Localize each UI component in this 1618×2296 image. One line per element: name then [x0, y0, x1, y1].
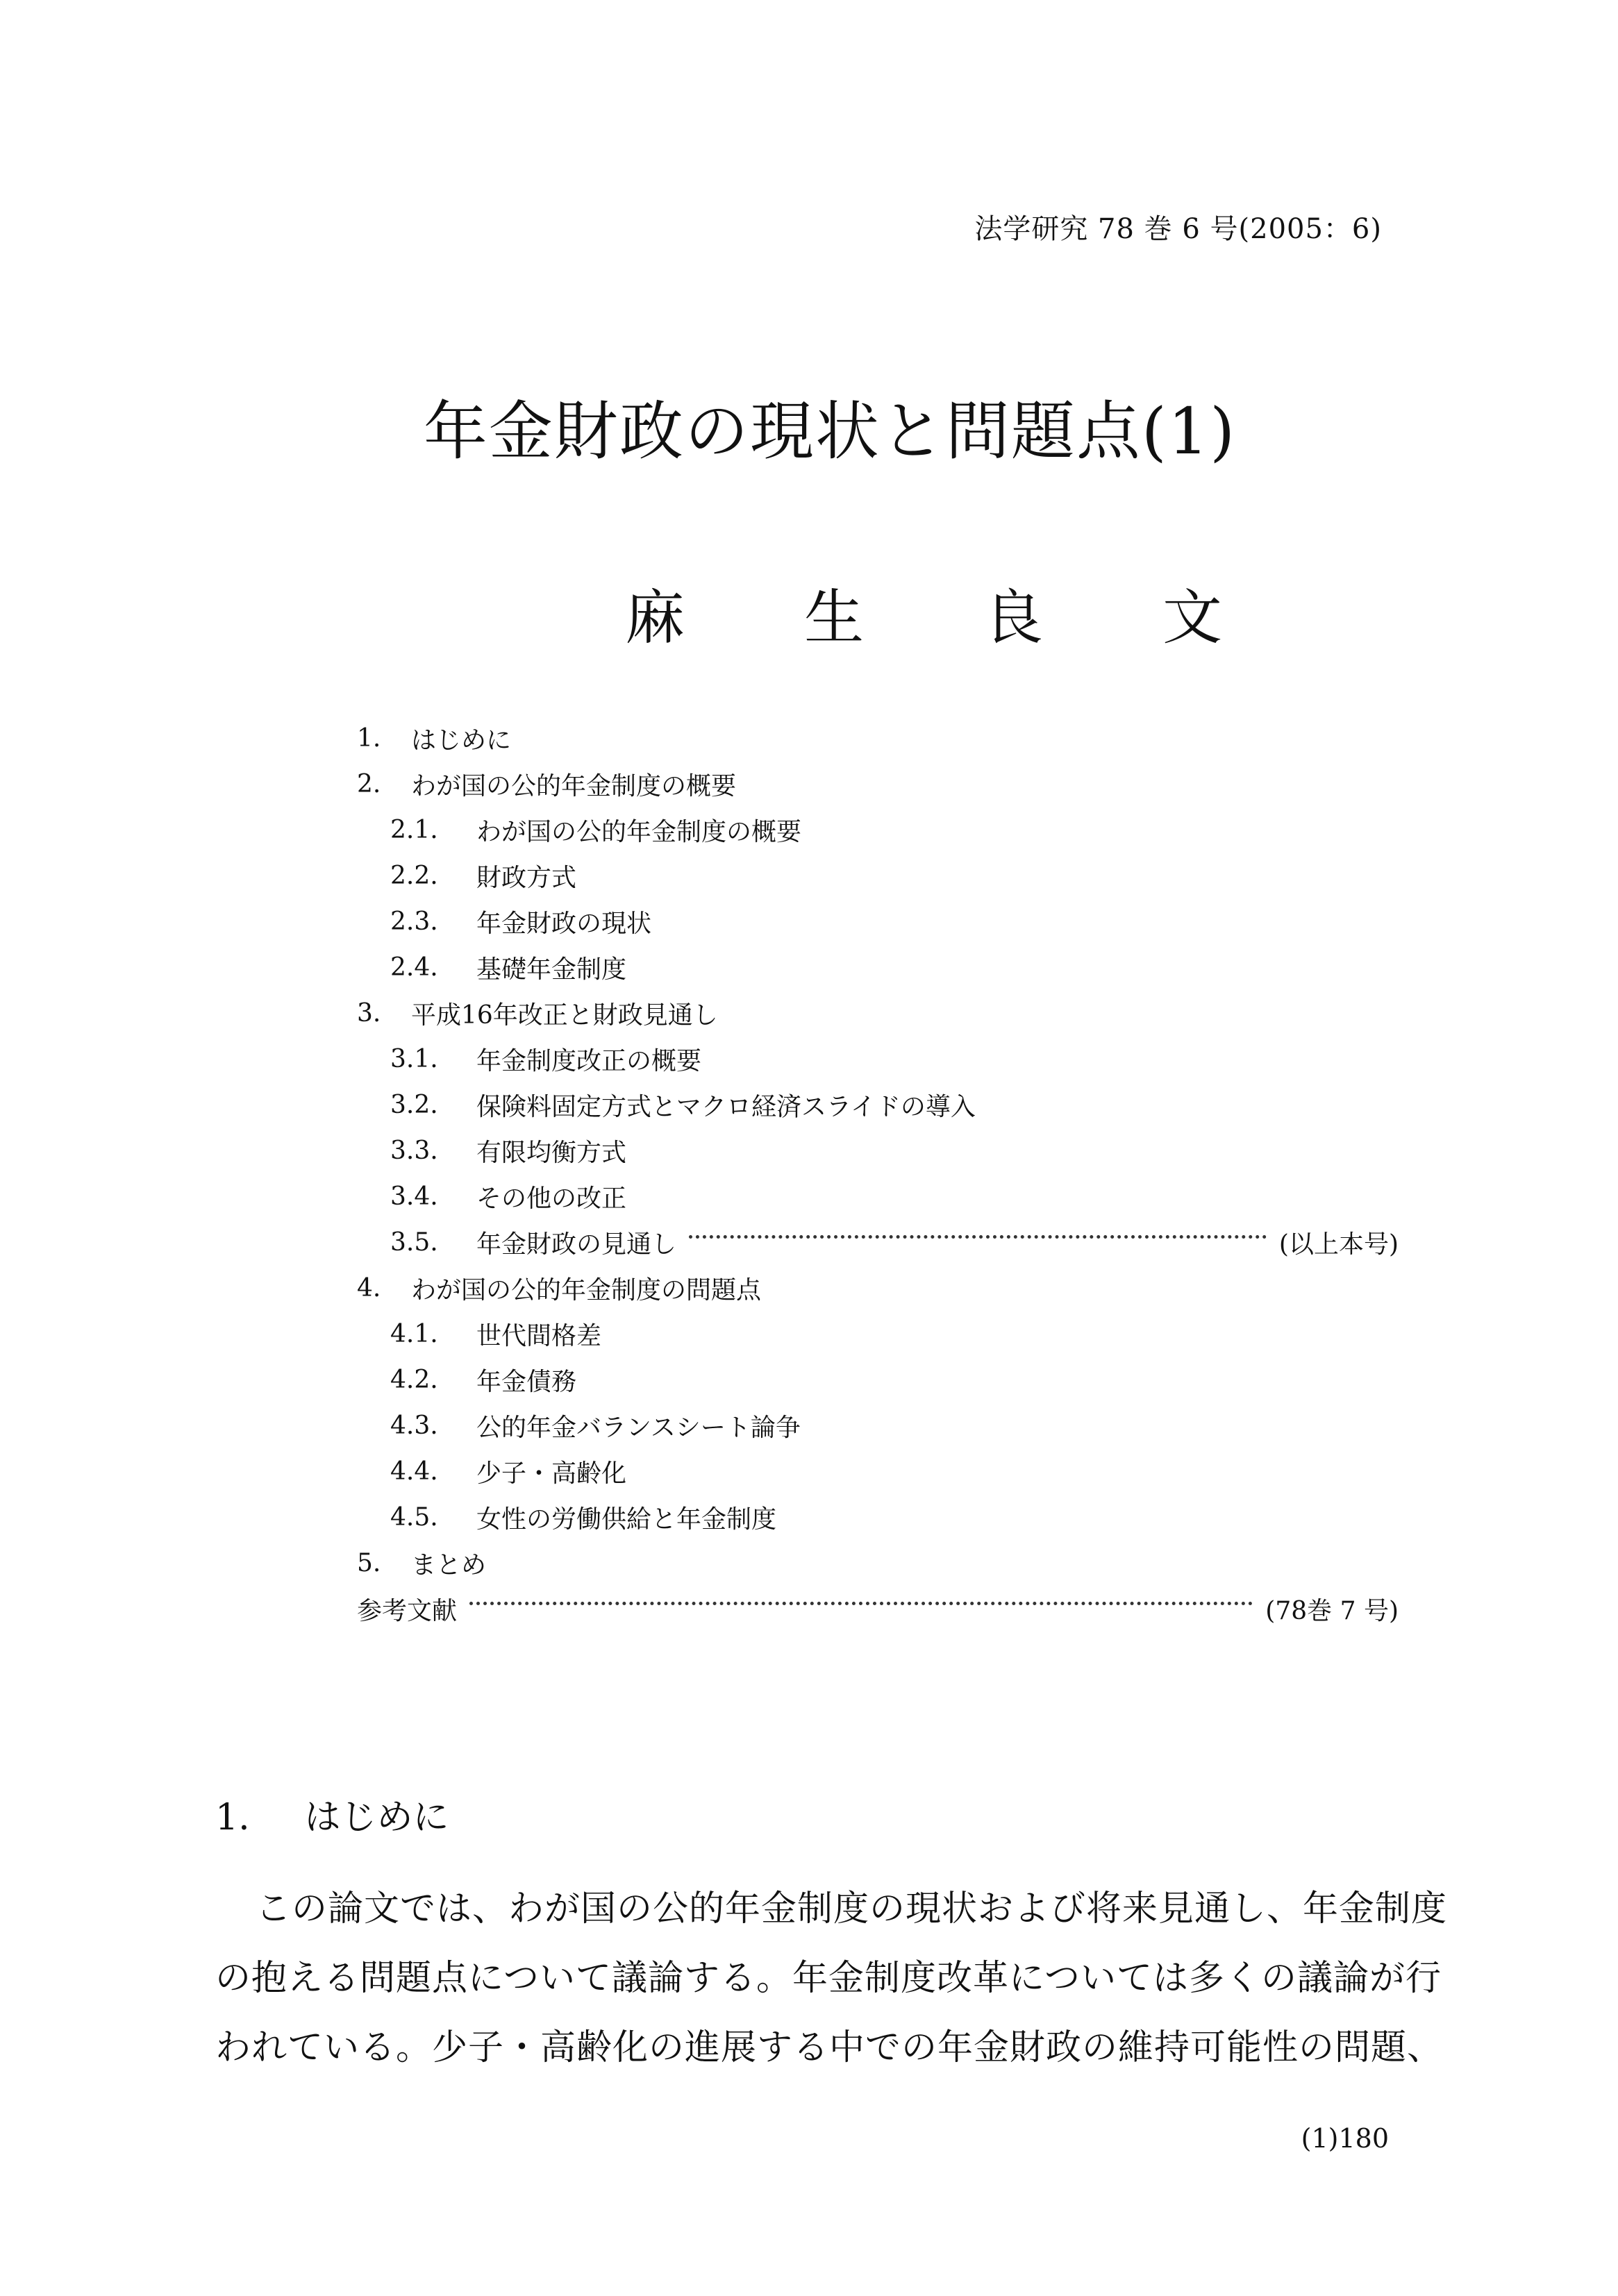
- toc-label: 平成16年改正と財政見通し: [411, 1000, 718, 1030]
- body-line: われている。少子・高齢化の進展する中での年金財政の維持可能性の問題、: [215, 2027, 1444, 2068]
- toc-number: 3.: [357, 998, 381, 1028]
- toc-label: その他の改正: [476, 1184, 627, 1213]
- toc-label: 財政方式: [476, 863, 577, 892]
- toc-number: 4.3.: [390, 1411, 438, 1440]
- toc-entry: [357, 1494, 1399, 1540]
- author-char: 麻: [625, 583, 685, 653]
- toc-label: 有限均衡方式: [476, 1138, 627, 1167]
- toc-label: 女性の労働供給と年金制度: [476, 1505, 777, 1534]
- toc-label: わが国の公的年金制度の概要: [476, 817, 802, 846]
- toc-number: 2.: [357, 769, 381, 798]
- toc-label: 保険料固定方式とマクロ経済スライドの導入: [476, 1092, 976, 1121]
- toc-entry: [357, 1357, 1399, 1402]
- page-number: (1)180: [1301, 2123, 1389, 2154]
- toc-entry: [357, 1128, 1399, 1173]
- toc-label: はじめに: [411, 726, 512, 755]
- journal-info: 法学研究 78 巻 6 号(2005：6): [974, 213, 1382, 245]
- toc-number: 4.: [357, 1273, 381, 1302]
- toc-entry: [357, 898, 1399, 944]
- toc-entry: [357, 1402, 1399, 1448]
- toc-number: 4.1.: [390, 1319, 438, 1348]
- toc-number: 3.2.: [390, 1090, 438, 1119]
- body-text: [215, 1875, 1448, 2083]
- toc-number: 4.4.: [390, 1457, 438, 1486]
- toc-number: 1.: [357, 723, 381, 753]
- page-title: 年金財政の現状と問題点(1): [423, 394, 1237, 469]
- toc-entry: [357, 1540, 1399, 1586]
- toc-entry: [357, 761, 1399, 807]
- toc-number: 4.2.: [390, 1365, 438, 1394]
- toc-number: 2.3.: [390, 907, 438, 936]
- toc-volume-note: (78巻 7 号): [1265, 1596, 1399, 1625]
- toc-label: 年金財政の見通し: [476, 1230, 677, 1259]
- toc-number: 3.3.: [390, 1136, 438, 1165]
- author-char: 生: [804, 583, 864, 653]
- toc-entry: [357, 990, 1399, 1036]
- section-heading: [215, 1788, 449, 1840]
- toc-entry: [357, 853, 1399, 898]
- toc-leader-dots: [689, 1235, 1267, 1239]
- toc-leader-dots: [469, 1602, 1253, 1605]
- toc-entry: [357, 807, 1399, 853]
- body-line: の抱える問題点について議論する。年金制度改革については多くの議論が行: [215, 1958, 1442, 1999]
- toc-label: わが国の公的年金制度の概要: [411, 771, 737, 801]
- toc-number: 2.2.: [390, 861, 438, 890]
- toc-label: 年金財政の現状: [476, 909, 652, 938]
- toc-number: 2.4.: [390, 953, 438, 982]
- toc-entry: [357, 944, 1399, 990]
- toc-label: 基礎年金制度: [476, 955, 627, 984]
- toc-number: 5.: [357, 1548, 381, 1577]
- toc-label: 年金制度改正の概要: [476, 1046, 702, 1075]
- table-of-contents: [357, 715, 1399, 1632]
- toc-label: わが国の公的年金制度の問題点: [411, 1275, 762, 1305]
- toc-number: 3.4.: [390, 1182, 438, 1211]
- toc-entry: [357, 1173, 1399, 1219]
- toc-number: 4.5.: [390, 1502, 438, 1532]
- toc-entry: [357, 1448, 1399, 1494]
- toc-number: 3.5.: [390, 1227, 438, 1257]
- toc-label: まとめ: [411, 1550, 487, 1579]
- toc-volume-note: (以上本号): [1278, 1230, 1399, 1259]
- toc-number: 2.1.: [390, 815, 438, 844]
- toc-label: 参考文献: [357, 1596, 458, 1625]
- toc-entry: [357, 1311, 1399, 1357]
- toc-label: 公的年金バランスシート論争: [476, 1413, 801, 1442]
- toc-number: 3.1.: [390, 1044, 438, 1073]
- toc-label: 年金債務: [476, 1367, 577, 1396]
- author-char: 良: [983, 583, 1043, 653]
- toc-label: 少子・高齢化: [476, 1459, 627, 1488]
- author-char: 文: [1162, 583, 1222, 653]
- toc-entry: [357, 715, 1399, 761]
- toc-label: 世代間格差: [476, 1321, 602, 1350]
- toc-entry: [357, 1082, 1399, 1128]
- section-number: 1.: [215, 1797, 250, 1838]
- toc-entry: [357, 1036, 1399, 1082]
- toc-entry: [357, 1265, 1399, 1311]
- toc-entry: [357, 1219, 1399, 1265]
- toc-entry: [357, 1586, 1399, 1632]
- body-line: この論文では、わが国の公的年金制度の現状および将来見通し、年金制度: [256, 1888, 1448, 1929]
- section-title: はじめに: [304, 1797, 449, 1838]
- author-name: [625, 569, 1222, 655]
